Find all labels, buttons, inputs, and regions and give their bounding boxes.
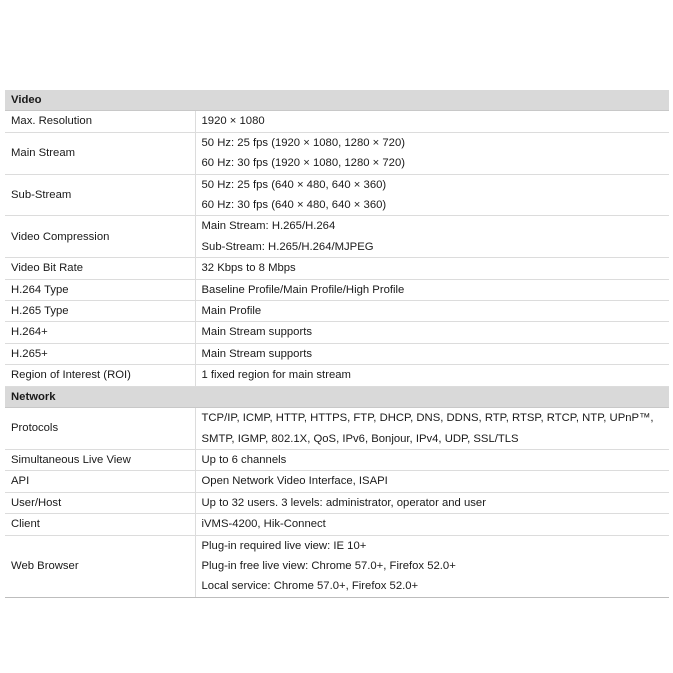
spec-value-cell [195,301,669,322]
spec-value-line: Main Stream supports [201,326,313,339]
spec-row-region-of-interest-roi [5,365,669,386]
spec-key: User/Host [5,492,195,513]
spec-row-web-browser [5,535,669,597]
spec-value-line: 1920 × 1080 [201,115,265,128]
spec-value-line: Plug-in free live view: Chrome 57.0+, Firefox 52.0+ [201,559,456,572]
spec-row-video-bit-rate [5,258,669,279]
spec-value-cell [195,535,669,597]
spec-value-line: Main Profile [201,305,262,318]
spec-value-line: Local service: Chrome 57.0+, Firefox 52.0+ [201,580,419,593]
spec-value-line: 32 Kbps to 8 Mbps [201,262,296,275]
spec-value-cell [195,174,669,216]
spec-row-client [5,514,669,535]
spec-value-cell [195,449,669,470]
section-header-filler [195,386,669,407]
spec-key: H.265 Type [5,301,195,322]
spec-value-line: Open Network Video Interface, ISAPI [201,475,388,488]
spec-key: Web Browser [5,535,195,597]
spec-key: Sub-Stream [5,174,195,216]
spec-value-line: iVMS-4200, Hik-Connect [201,518,326,531]
spec-row-protocols [5,408,669,450]
spec-value-line: 60 Hz: 30 fps (1920 × 1080, 1280 × 720) [201,157,405,170]
spec-value-line: 50 Hz: 25 fps (1920 × 1080, 1280 × 720) [201,136,405,149]
spec-row-api [5,471,669,492]
spec-key: API [5,471,195,492]
spec-key: H.264 Type [5,279,195,300]
spec-row-h-265-type [5,301,669,322]
spec-value-line: Main Stream supports [201,347,313,360]
spec-value-line: Main Stream: H.265/H.264 [201,220,336,233]
spec-value-cell [195,514,669,535]
spec-row-h-264 [5,322,669,343]
spec-key: Region of Interest (ROI) [5,365,195,386]
spec-value-line: Baseline Profile/Main Profile/High Profile [201,283,405,296]
spec-value-cell [195,279,669,300]
spec-value-cell [195,343,669,364]
spec-value-cell [195,492,669,513]
spec-key: Main Stream [5,132,195,174]
spec-row-h-264-type [5,279,669,300]
spec-row-sub-stream [5,174,669,216]
spec-key: Video Compression [5,216,195,258]
section-header-network [5,386,669,407]
spec-value-line: TCP/IP, ICMP, HTTP, HTTPS, FTP, DHCP, DNS, DDNS, RTP, RTSP, RTCP, NTP, UPnP™, [201,412,654,425]
spec-value-line: Sub-Stream: H.265/H.264/MJPEG [201,240,374,253]
spec-value-line: Up to 6 channels [201,453,287,466]
spec-value-cell [195,258,669,279]
section-title: Network [5,386,195,407]
spec-value-line: 50 Hz: 25 fps (640 × 480, 640 × 360) [201,178,387,191]
spec-key: Client [5,514,195,535]
spec-row-video-compression [5,216,669,258]
section-header-video [5,90,669,111]
spec-value-line: 60 Hz: 30 fps (640 × 480, 640 × 360) [201,199,387,212]
spec-value-line: Up to 32 users. 3 levels: administrator, operator and user [201,496,486,509]
spec-value-line: Plug-in required live view: IE 10+ [201,539,367,552]
spec-value-cell [195,322,669,343]
spec-row-user-host [5,492,669,513]
section-header-filler [195,90,669,111]
spec-value-cell [195,111,669,132]
spec-value-cell [195,365,669,386]
spec-table [5,90,669,598]
spec-value-cell [195,408,669,450]
spec-key: H.264+ [5,322,195,343]
spec-value-line: SMTP, IGMP, 802.1X, QoS, IPv6, Bonjour, IPv4, UDP, SSL/TLS [201,432,519,445]
spec-key: H.265+ [5,343,195,364]
spec-key: Protocols [5,408,195,450]
spec-table-body [5,90,669,597]
spec-key: Max. Resolution [5,111,195,132]
spec-value-cell [195,471,669,492]
spec-key: Video Bit Rate [5,258,195,279]
spec-key: Simultaneous Live View [5,449,195,470]
spec-row-simultaneous-live-view [5,449,669,470]
spec-row-max-resolution [5,111,669,132]
spec-row-main-stream [5,132,669,174]
spec-value-line: 1 fixed region for main stream [201,369,351,382]
spec-value-cell [195,132,669,174]
spec-row-h-265 [5,343,669,364]
section-title: Video [5,90,195,111]
spec-value-cell [195,216,669,258]
